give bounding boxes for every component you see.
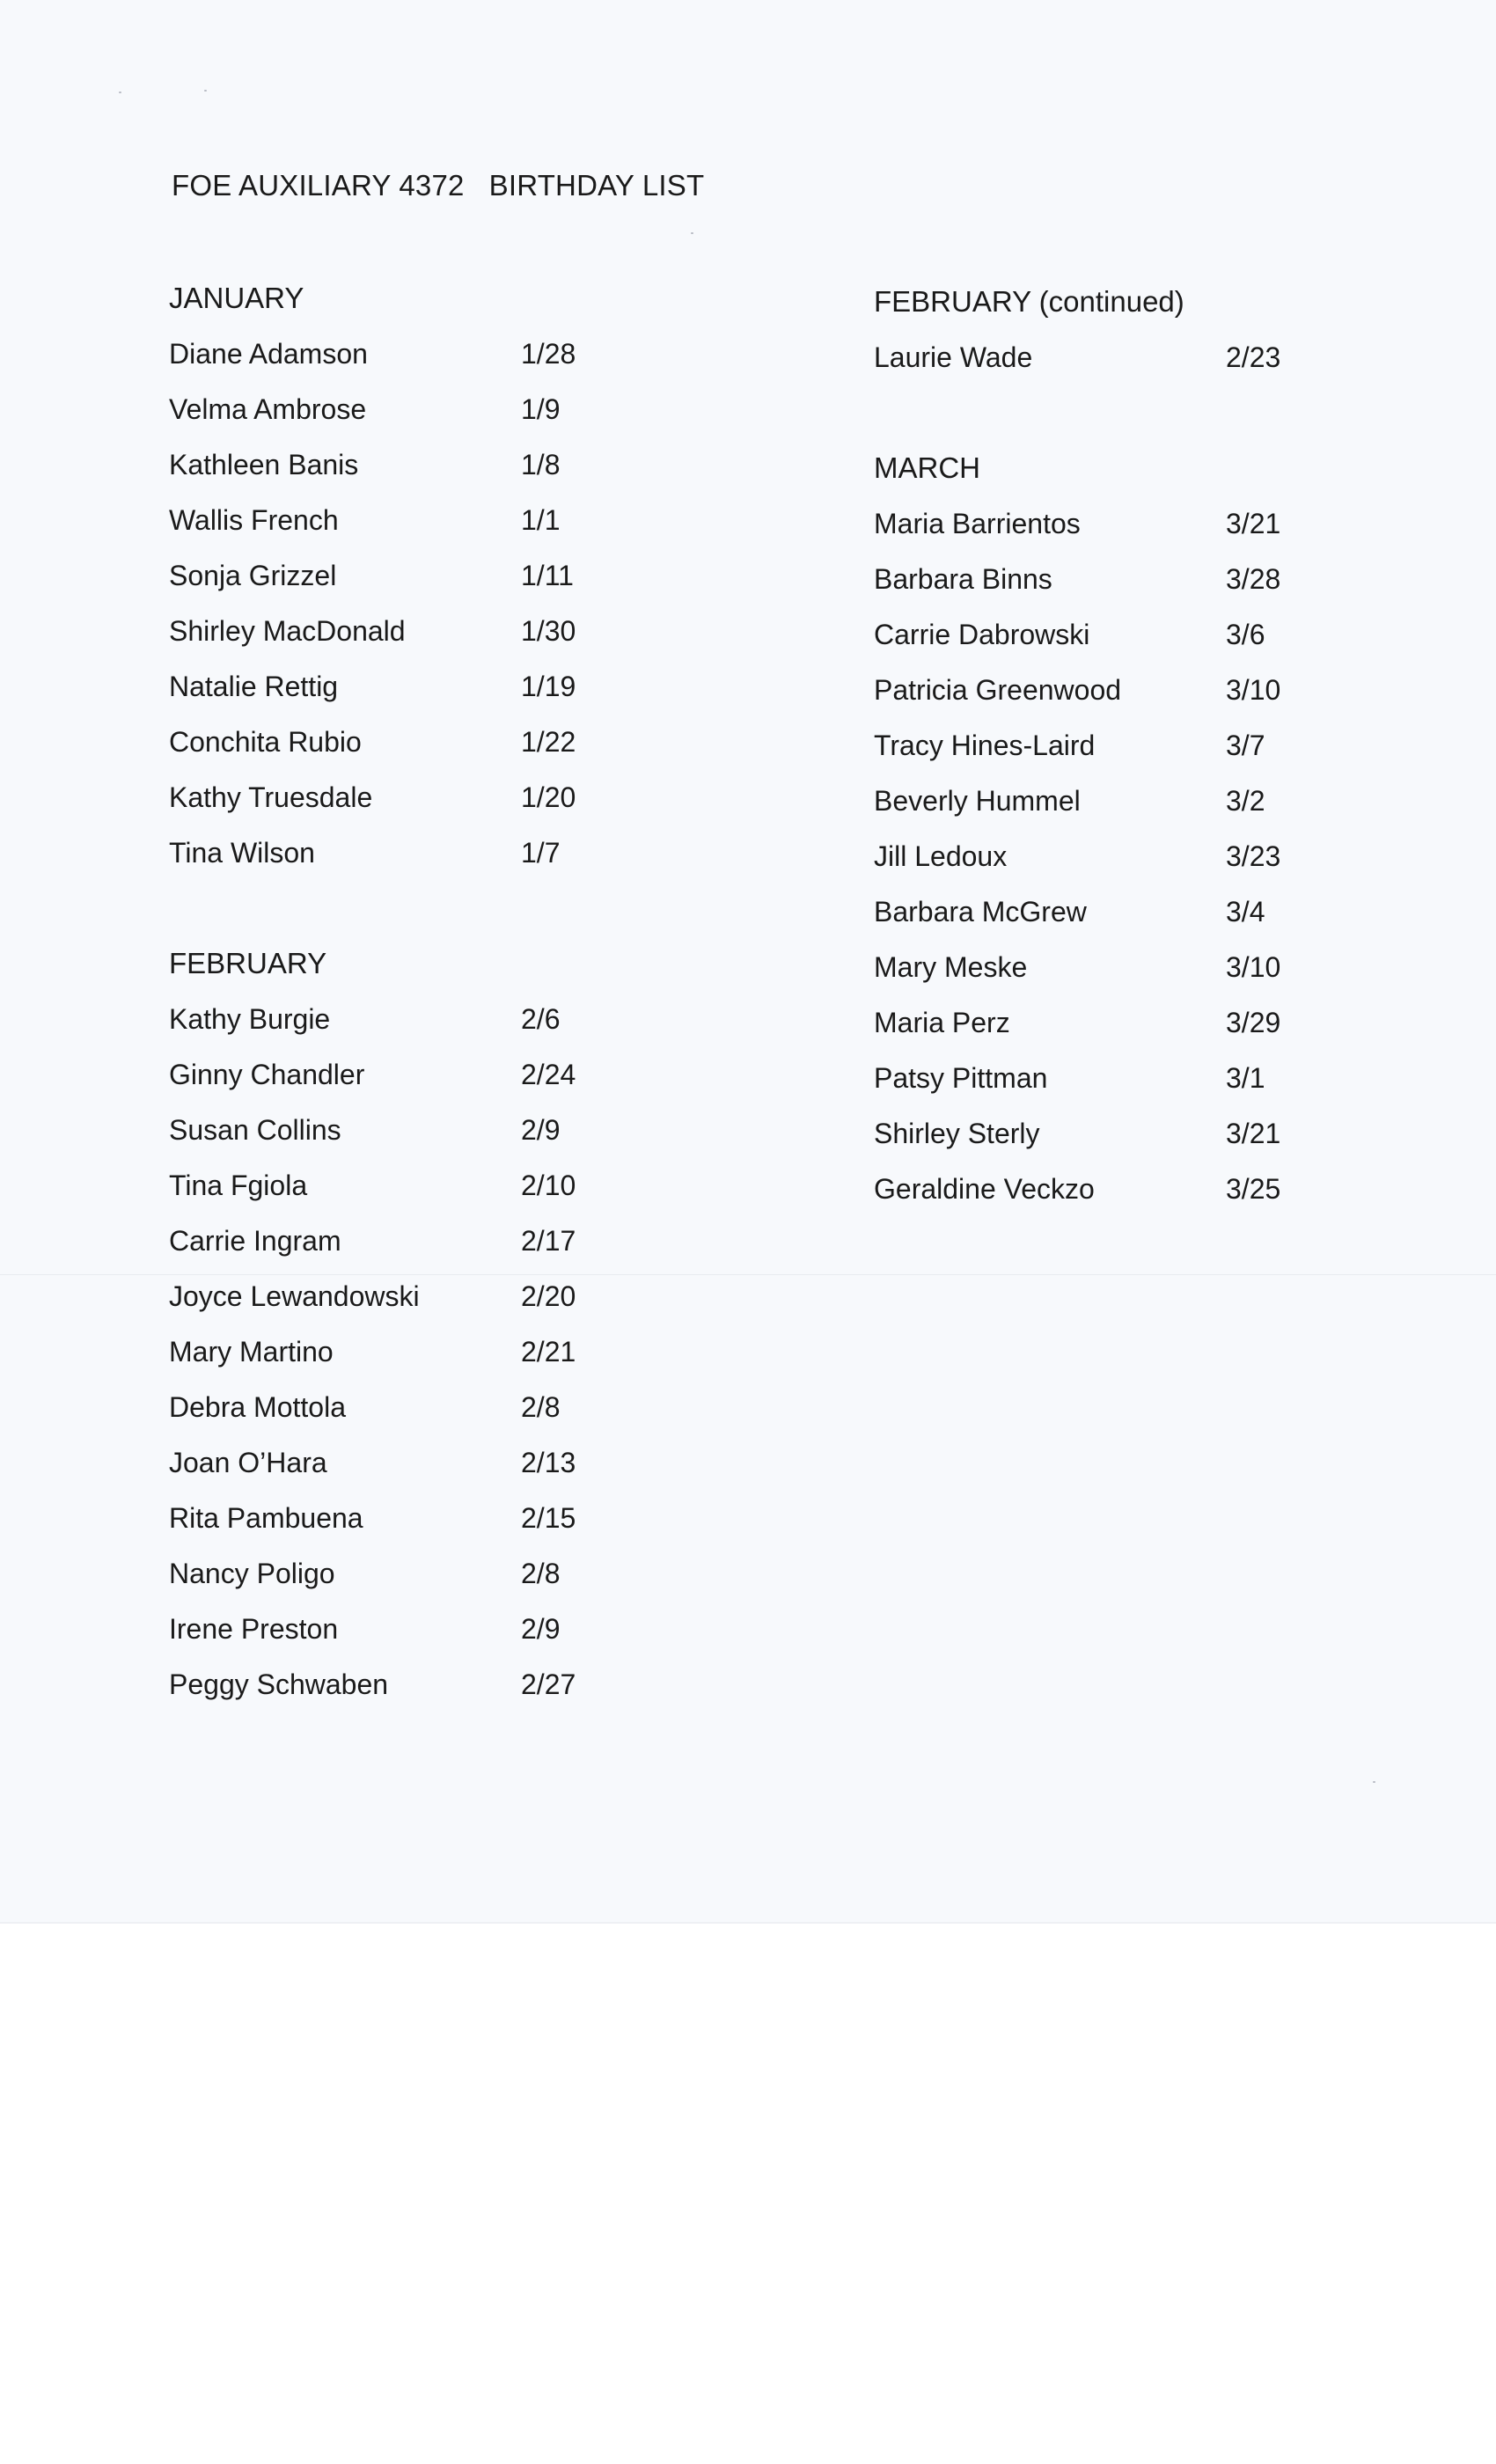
birthday-entry — [169, 1165, 662, 1221]
member-name: Irene Preston — [169, 1613, 339, 1645]
birthday-date: 2/6 — [521, 1003, 561, 1035]
birthday-entry — [169, 1442, 662, 1498]
month-section-january — [169, 278, 662, 888]
birthday-date: 1/20 — [521, 781, 576, 813]
birthday-entry — [874, 725, 1367, 781]
birthday-entry — [169, 1664, 662, 1720]
birthday-list — [874, 503, 1367, 1224]
birthday-date: 2/8 — [521, 1558, 561, 1589]
birthday-date: 2/20 — [521, 1280, 576, 1312]
birthday-entry — [874, 503, 1367, 559]
birthday-entry — [169, 1331, 662, 1387]
birthday-date: 1/28 — [521, 338, 576, 370]
birthday-list — [874, 337, 1367, 392]
member-name: Sonja Grizzel — [169, 560, 337, 591]
member-name: Joyce Lewandowski — [169, 1280, 420, 1312]
birthday-entry — [169, 611, 662, 666]
birthday-entry — [169, 999, 662, 1054]
member-name: Nancy Poligo — [169, 1558, 335, 1589]
birthday-entry — [169, 722, 662, 777]
member-name: Diane Adamson — [169, 338, 368, 370]
member-name: Debra Mottola — [169, 1391, 346, 1423]
birthday-entry — [874, 781, 1367, 836]
birthday-date: 3/21 — [1226, 508, 1281, 539]
birthday-date: 3/21 — [1226, 1118, 1281, 1149]
member-name: Wallis French — [169, 504, 339, 536]
birthday-date: 2/10 — [521, 1170, 576, 1201]
month-heading: MARCH — [874, 451, 980, 484]
birthday-date: 3/4 — [1226, 896, 1265, 928]
member-name: Mary Martino — [169, 1336, 334, 1368]
scan-speck — [119, 92, 121, 93]
member-name: Kathy Burgie — [169, 1003, 331, 1035]
scan-speck — [691, 232, 693, 234]
month-section-february-continued — [874, 282, 1367, 392]
birthday-date: 1/9 — [521, 393, 561, 425]
birthday-date: 2/9 — [521, 1613, 561, 1645]
birthday-date: 2/21 — [521, 1336, 576, 1368]
birthday-entry — [169, 1553, 662, 1609]
birthday-entry — [169, 1498, 662, 1553]
birthday-entry — [169, 832, 662, 888]
left-column — [169, 278, 662, 1720]
birthday-entry — [874, 947, 1367, 1002]
birthday-date: 3/2 — [1226, 785, 1265, 817]
birthday-entry — [169, 1276, 662, 1331]
birthday-entry — [874, 559, 1367, 614]
birthday-date: 3/7 — [1226, 730, 1265, 761]
birthday-date: 2/8 — [521, 1391, 561, 1423]
birthday-entry — [169, 444, 662, 500]
month-heading: JANUARY — [169, 282, 304, 314]
birthday-list — [169, 334, 662, 888]
member-name: Peggy Schwaben — [169, 1668, 389, 1700]
birthday-date: 1/11 — [521, 560, 574, 591]
member-name: Kathy Truesdale — [169, 781, 373, 813]
birthday-date: 1/7 — [521, 837, 561, 869]
member-name: Laurie Wade — [874, 341, 1033, 373]
member-name: Natalie Rettig — [169, 671, 339, 702]
birthday-date: 3/1 — [1226, 1062, 1265, 1094]
birthday-entry — [169, 777, 662, 832]
birthday-entry — [169, 500, 662, 555]
birthday-entry — [874, 1169, 1367, 1224]
birthday-date: 1/8 — [521, 449, 561, 480]
month-section-february — [169, 943, 662, 1720]
member-name: Tina Wilson — [169, 837, 315, 869]
member-name: Shirley Sterly — [874, 1118, 1040, 1149]
member-name: Barbara Binns — [874, 563, 1052, 595]
birthday-date: 2/27 — [521, 1668, 576, 1700]
birthday-entry — [874, 1058, 1367, 1113]
birthday-date: 3/10 — [1226, 674, 1281, 706]
birthday-date: 2/24 — [521, 1059, 576, 1090]
birthday-entry — [874, 1002, 1367, 1058]
birthday-date: 2/23 — [1226, 341, 1281, 373]
month-heading: FEBRUARY (continued) — [874, 285, 1184, 318]
member-name: Carrie Dabrowski — [874, 619, 1090, 650]
member-name: Shirley MacDonald — [169, 615, 406, 647]
birthday-entry — [169, 1110, 662, 1165]
month-section-march — [874, 448, 1367, 1224]
birthday-entry — [169, 389, 662, 444]
birthday-entry — [169, 1387, 662, 1442]
member-name: Beverly Hummel — [874, 785, 1081, 817]
birthday-entry — [874, 670, 1367, 725]
member-name: Joan O’Hara — [169, 1447, 327, 1478]
member-name: Patsy Pittman — [874, 1062, 1048, 1094]
scan-speck — [204, 90, 207, 92]
month-heading: FEBRUARY — [169, 947, 327, 979]
birthday-date: 2/9 — [521, 1114, 561, 1146]
member-name: Tracy Hines-Laird — [874, 730, 1096, 761]
right-column — [874, 282, 1367, 1224]
member-name: Susan Collins — [169, 1114, 341, 1146]
member-name: Maria Perz — [874, 1007, 1010, 1038]
member-name: Conchita Rubio — [169, 726, 362, 758]
member-name: Mary Meske — [874, 951, 1028, 983]
member-name: Maria Barrientos — [874, 508, 1081, 539]
scan-speck — [1373, 1781, 1375, 1783]
document-title: FOE AUXILIARY 4372 BIRTHDAY LIST — [172, 169, 705, 202]
birthday-entry — [169, 666, 662, 722]
birthday-date: 3/25 — [1226, 1173, 1281, 1205]
birthday-entry — [169, 1054, 662, 1110]
scan-edge — [0, 1922, 1496, 1924]
member-name: Ginny Chandler — [169, 1059, 365, 1090]
birthday-list — [169, 999, 662, 1720]
member-name: Geraldine Veckzo — [874, 1173, 1095, 1205]
member-name: Carrie Ingram — [169, 1225, 341, 1257]
birthday-date: 3/23 — [1226, 840, 1281, 872]
member-name: Tina Fgiola — [169, 1170, 308, 1201]
member-name: Barbara McGrew — [874, 896, 1087, 928]
birthday-date: 1/22 — [521, 726, 576, 758]
birthday-date: 2/13 — [521, 1447, 576, 1478]
member-name: Kathleen Banis — [169, 449, 359, 480]
birthday-date: 2/15 — [521, 1502, 576, 1534]
birthday-date: 3/28 — [1226, 563, 1281, 595]
birthday-entry — [169, 555, 662, 611]
birthday-entry — [874, 337, 1367, 392]
member-name: Velma Ambrose — [169, 393, 367, 425]
birthday-date: 1/1 — [521, 504, 561, 536]
birthday-date: 3/6 — [1226, 619, 1265, 650]
birthday-entry — [169, 1609, 662, 1664]
birthday-entry — [874, 836, 1367, 891]
member-name: Patricia Greenwood — [874, 674, 1122, 706]
birthday-date: 3/29 — [1226, 1007, 1281, 1038]
birthday-entry — [169, 334, 662, 389]
birthday-entry — [169, 1221, 662, 1276]
member-name: Jill Ledoux — [874, 840, 1008, 872]
member-name: Rita Pambuena — [169, 1502, 363, 1534]
birthday-date: 3/10 — [1226, 951, 1281, 983]
birthday-date: 1/19 — [521, 671, 576, 702]
birthday-date: 2/17 — [521, 1225, 576, 1257]
birthday-entry — [874, 891, 1367, 947]
birthday-entry — [874, 614, 1367, 670]
birthday-date: 1/30 — [521, 615, 576, 647]
birthday-entry — [874, 1113, 1367, 1169]
